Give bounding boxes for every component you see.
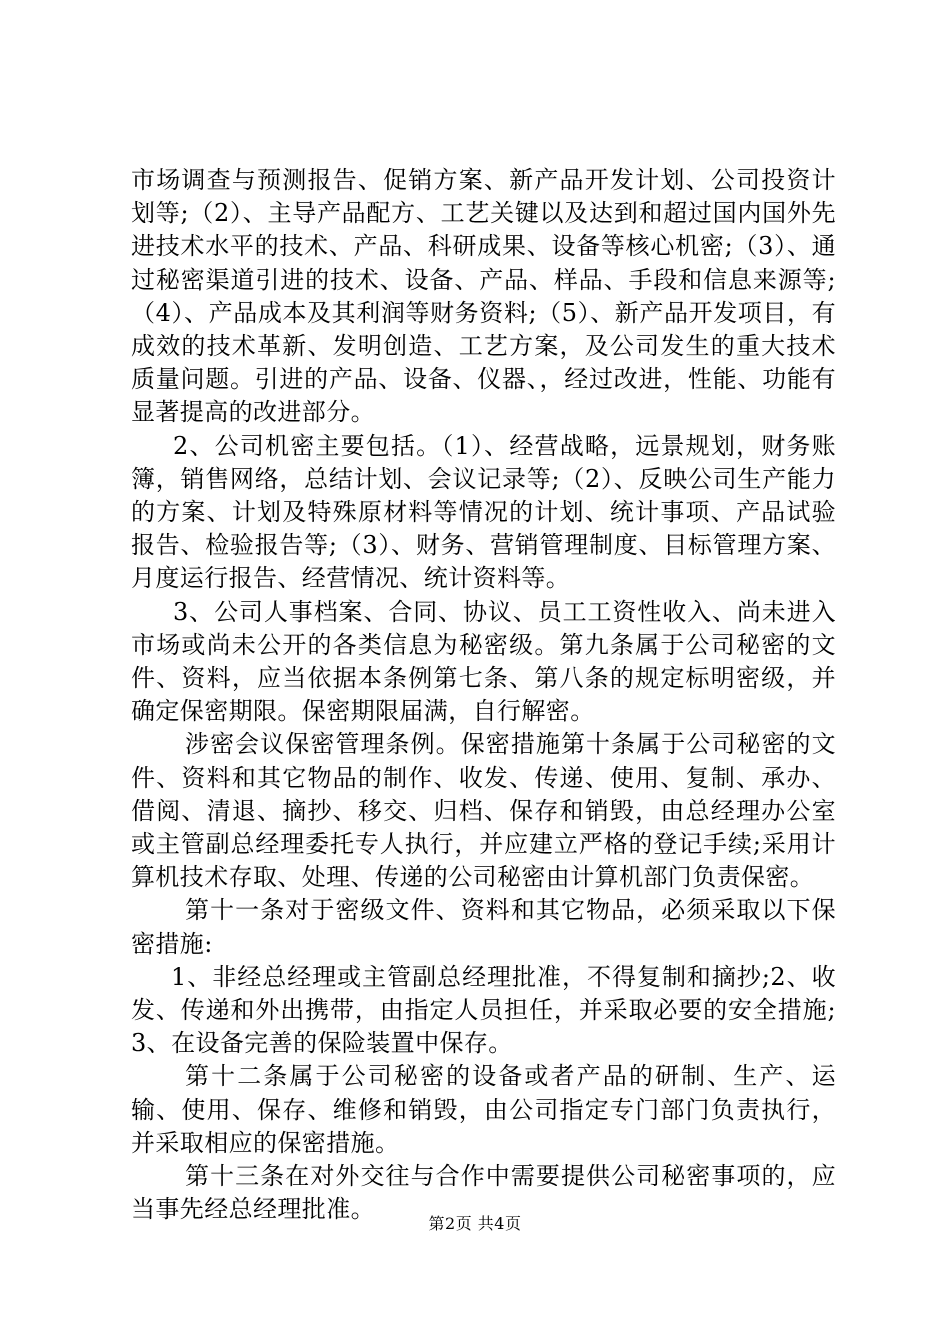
paragraph-measures-list: 1、非经总经理或主管副总经理批准，不得复制和摘抄;2、收发、传递和外出携带，由指定人员担任，并采取必要的安全措施;3、在设备完善的保险装置中保存。: [131, 962, 836, 1058]
paragraph-continued: 市场调查与预测报告、促销方案、新产品开发计划、公司投资计划等;（2）、主导产品配方、工艺关键以及达到和超过国内国外先进技术水平的技术、产品、科研成果、设备等核心机密;（3）、通过秘密渠道引进的技术、设备、产品、样品、手段和信息来源等;（4）、产品成本及其利润等财务资料;（5）、新产品开发项目，有成效的技术革新、发明创造、工艺方案，及公司发生的重大技术质量问题。引进的产品、设备、仪器、，经过改进，性能、功能有显著提高的改进部分。: [131, 166, 836, 427]
paragraph-article-11: 第十一条对于密级文件、资料和其它物品，必须采取以下保密措施:: [131, 896, 836, 958]
paragraph-company-confidential: 2、公司机密主要包括。（1）、经营战略，远景规划，财务账簿，销售网络，总结计划、会议记录等;（2）、反映公司生产能力的方案、计划及特殊原材料等情况的计划、统计事项、产品试验报告、检验报告等;（3）、财务、营销管理制度、目标管理方案、月度运行报告、经营情况、统计资料等。: [131, 431, 836, 593]
paragraph-article-13: 第十三条在对外交往与合作中需要提供公司秘密事项的，应当事先经总经理批准。: [131, 1162, 836, 1224]
document-body: [131, 164, 836, 1227]
page-number-footer: 第2页 共4页: [428, 1214, 522, 1233]
paragraph-article-12: 第十二条属于公司秘密的设备或者产品的研制、生产、运输、使用、保存、维修和销毁，由公司指定专门部门负责执行，并采取相应的保密措施。: [131, 1062, 836, 1157]
paragraph-secret-level: 3、公司人事档案、合同、协议、员工工资性收入、尚未进入市场或尚未公开的各类信息为秘密级。第九条属于公司秘密的文件、资料，应当依据本条例第七条、第八条的规定标明密级，并确定保密期限。保密期限届满，自行解密。: [131, 597, 836, 726]
paragraph-meeting-regulations: 涉密会议保密管理条例。保密措施第十条属于公司秘密的文件、资料和其它物品的制作、收发、传递、使用、复制、承办、借阅、清退、摘抄、移交、归档、保存和销毁，由总经理办公室或主管副总经理委托专人执行，并应建立严格的登记手续;采用计算机技术存取、处理、传递的公司秘密由计算机部门负责保密。: [131, 730, 836, 892]
